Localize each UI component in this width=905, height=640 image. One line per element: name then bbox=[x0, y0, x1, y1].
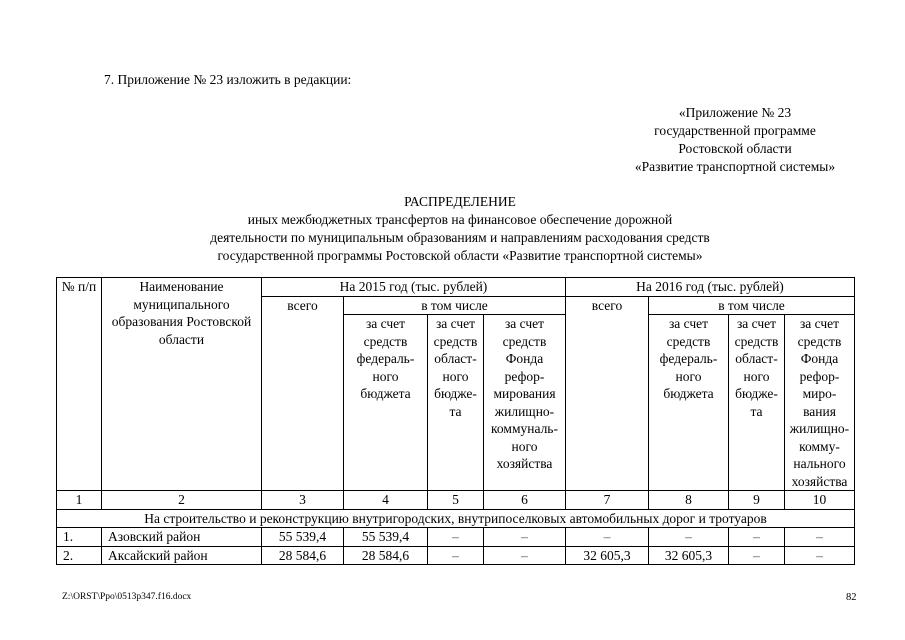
row-value: – bbox=[484, 546, 566, 565]
row-num: 2. bbox=[57, 546, 102, 565]
table-row bbox=[57, 528, 855, 547]
header-incl-2016: в том числе bbox=[649, 296, 855, 315]
colnum: 9 bbox=[729, 491, 785, 510]
header-total-2016: всего bbox=[566, 296, 649, 491]
row-num: 1. bbox=[57, 528, 102, 547]
row-value: – bbox=[428, 528, 484, 547]
header-fed-2016: за счет средств федераль-ного бюджета bbox=[649, 315, 729, 491]
header-total-2015: всего bbox=[262, 296, 344, 491]
annex-line-4: «Развитие транспортной системы» bbox=[634, 159, 836, 174]
colnum: 6 bbox=[484, 491, 566, 510]
row-name: Аксайский район bbox=[102, 546, 262, 565]
title-line-2: деятельности по муниципальным образованиям и направлениям расходования средств bbox=[210, 230, 710, 245]
title-heading: РАСПРЕДЕЛЕНИЕ bbox=[404, 194, 516, 209]
annex-line-3: Ростовской области bbox=[678, 141, 792, 156]
colnum: 4 bbox=[344, 491, 428, 510]
header-fund-2016: за счет средств Фонда рефор-миро-вания жилищно-комму-нального хозяйства bbox=[785, 315, 855, 491]
colnum: 10 bbox=[785, 491, 855, 510]
row-value: – bbox=[428, 546, 484, 565]
colnum: 5 bbox=[428, 491, 484, 510]
annex-line-2: государственной программе bbox=[654, 123, 816, 138]
row-value: – bbox=[729, 528, 785, 547]
colnum: 7 bbox=[566, 491, 649, 510]
colnum: 8 bbox=[649, 491, 729, 510]
page-number: 82 bbox=[846, 592, 857, 603]
annex-header bbox=[600, 104, 870, 176]
document-title bbox=[150, 193, 770, 265]
header-2015: На 2015 год (тыс. рублей) bbox=[262, 278, 566, 297]
title-line-3: государственной программы Ростовской области «Развитие транспортной системы» bbox=[217, 248, 703, 263]
row-value: 55 539,4 bbox=[344, 528, 428, 547]
row-value: – bbox=[729, 546, 785, 565]
row-value: – bbox=[649, 528, 729, 547]
row-name: Азовский район bbox=[102, 528, 262, 547]
colnum: 1 bbox=[57, 491, 102, 510]
annex-line-1: «Приложение № 23 bbox=[678, 105, 792, 120]
header-fund-2015: за счет средств Фонда рефор-мирования жилищно-коммуналь-ного хозяйства bbox=[484, 315, 566, 491]
row-value: 32 605,3 bbox=[649, 546, 729, 565]
header-2016: На 2016 год (тыс. рублей) bbox=[566, 278, 855, 297]
row-value: 55 539,4 bbox=[262, 528, 344, 547]
file-path: Z:\ORST\Ppo\0513p347.f16.docx bbox=[62, 592, 192, 602]
column-number-row bbox=[57, 491, 855, 510]
row-value: – bbox=[566, 528, 649, 547]
distribution-table bbox=[56, 277, 855, 565]
header-fed-2015: за счет средств федераль-ного бюджета bbox=[344, 315, 428, 491]
row-value: – bbox=[785, 528, 855, 547]
section-title: На строительство и реконструкцию внутригородских, внутрипоселковых автомобильных дорог и тротуаров bbox=[57, 509, 855, 528]
row-value: 28 584,6 bbox=[344, 546, 428, 565]
section-row bbox=[57, 509, 855, 528]
header-num: № п/п bbox=[57, 278, 102, 491]
intro-paragraph: 7. Приложение № 23 изложить в редакции: bbox=[104, 72, 352, 87]
row-value: 28 584,6 bbox=[262, 546, 344, 565]
header-reg-2015: за счет средств област-ного бюдже-та bbox=[428, 315, 484, 491]
colnum: 2 bbox=[102, 491, 262, 510]
title-line-1: иных межбюджетных трансфертов на финансовое обеспечение дорожной bbox=[247, 212, 673, 227]
header-name: Наименование муниципального образования Ростовской области bbox=[102, 278, 262, 491]
table-row bbox=[57, 546, 855, 565]
header-reg-2016: за счет средств област-ного бюдже-та bbox=[729, 315, 785, 491]
header-row-1 bbox=[57, 278, 855, 297]
row-value: – bbox=[785, 546, 855, 565]
header-incl-2015: в том числе bbox=[344, 296, 566, 315]
colnum: 3 bbox=[262, 491, 344, 510]
row-value: – bbox=[484, 528, 566, 547]
row-value: 32 605,3 bbox=[566, 546, 649, 565]
